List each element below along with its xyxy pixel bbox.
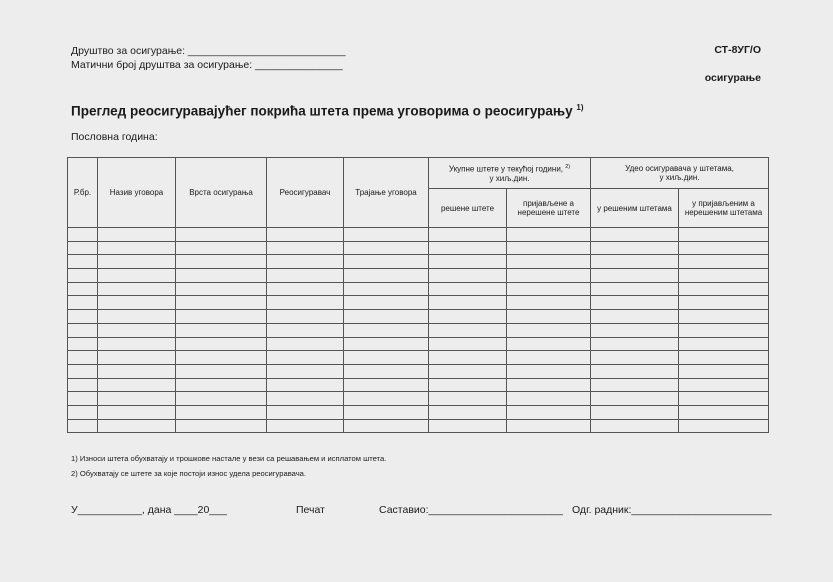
claims-table: [67, 157, 769, 433]
table-cell[interactable]: [429, 241, 507, 255]
table-cell[interactable]: [267, 228, 344, 242]
table-cell[interactable]: [507, 364, 591, 378]
table-cell[interactable]: [98, 364, 176, 378]
table-cell[interactable]: [176, 296, 267, 310]
table-cell[interactable]: [68, 310, 98, 324]
table-cell[interactable]: [344, 364, 429, 378]
table-cell[interactable]: [176, 378, 267, 392]
col-share-reported: у пријављеним а нерешеним штетама: [679, 189, 769, 228]
footnotes: [71, 451, 386, 481]
table-cell[interactable]: [679, 378, 769, 392]
table-cell[interactable]: [344, 378, 429, 392]
table-cell[interactable]: [176, 405, 267, 419]
table-cell[interactable]: [176, 419, 267, 433]
table-cell[interactable]: [344, 228, 429, 242]
group-insurer-share: Удео осигуравача у штетама, у хиљ.дин.: [591, 158, 769, 189]
table-cell[interactable]: [679, 419, 769, 433]
table-cell[interactable]: [429, 351, 507, 365]
table-cell[interactable]: [98, 269, 176, 283]
table-cell[interactable]: [507, 255, 591, 269]
table-cell[interactable]: [98, 323, 176, 337]
table-cell[interactable]: [98, 255, 176, 269]
col-contract-name: Назив уговора: [98, 158, 176, 228]
table-cell[interactable]: [591, 269, 679, 283]
table-row: [68, 282, 769, 296]
table-cell[interactable]: [267, 419, 344, 433]
table-cell[interactable]: [98, 241, 176, 255]
table-cell[interactable]: [68, 378, 98, 392]
table-cell[interactable]: [267, 296, 344, 310]
table-cell[interactable]: [344, 337, 429, 351]
table-cell[interactable]: [679, 228, 769, 242]
table-cell[interactable]: [591, 351, 679, 365]
table-row: [68, 405, 769, 419]
table-cell[interactable]: [429, 282, 507, 296]
table-cell[interactable]: [176, 351, 267, 365]
table-cell[interactable]: [679, 405, 769, 419]
table-cell[interactable]: [591, 282, 679, 296]
table-cell[interactable]: [507, 351, 591, 365]
table-row: [68, 228, 769, 242]
col-duration: Трајање уговора: [344, 158, 429, 228]
table-cell[interactable]: [679, 296, 769, 310]
table-row: [68, 392, 769, 406]
table-cell[interactable]: [679, 323, 769, 337]
group-total-claims: Укупне штете у текућој години, $^{2)}$ у хиљ.дин.: [429, 158, 591, 189]
table-cell[interactable]: [344, 392, 429, 406]
form-subtitle: осигурање: [704, 72, 761, 84]
table-cell[interactable]: [429, 228, 507, 242]
table-cell[interactable]: [344, 323, 429, 337]
table-cell[interactable]: [176, 269, 267, 283]
table-cell[interactable]: [68, 337, 98, 351]
table-cell[interactable]: [267, 241, 344, 255]
table-cell[interactable]: [507, 282, 591, 296]
col-share-settled: у решеним штетама: [591, 189, 679, 228]
page-title: [71, 103, 584, 119]
table-cell[interactable]: [267, 269, 344, 283]
table-row: [68, 310, 769, 324]
table-cell[interactable]: [176, 255, 267, 269]
table-cell[interactable]: [679, 282, 769, 296]
table-cell[interactable]: [507, 337, 591, 351]
table-cell[interactable]: [68, 282, 98, 296]
table-cell[interactable]: [591, 241, 679, 255]
table-cell[interactable]: [98, 378, 176, 392]
table-cell[interactable]: [68, 255, 98, 269]
table-cell[interactable]: [429, 419, 507, 433]
table-cell[interactable]: [68, 228, 98, 242]
table-cell[interactable]: [344, 241, 429, 255]
col-settled: решене штете: [429, 189, 507, 228]
table-row: [68, 378, 769, 392]
table-cell[interactable]: [591, 337, 679, 351]
table-row: [68, 255, 769, 269]
table-cell[interactable]: [591, 392, 679, 406]
table-cell[interactable]: [267, 323, 344, 337]
table-cell[interactable]: [429, 392, 507, 406]
table-cell[interactable]: [68, 364, 98, 378]
table-cell[interactable]: [429, 255, 507, 269]
table-cell[interactable]: [344, 405, 429, 419]
table-cell[interactable]: [507, 310, 591, 324]
table-cell[interactable]: [267, 310, 344, 324]
table-cell[interactable]: [267, 405, 344, 419]
title-text: Преглед реосигуравајућег покрића штета према уговорима о реосигурању: [71, 103, 573, 119]
table-cell[interactable]: [176, 364, 267, 378]
table-cell[interactable]: [98, 392, 176, 406]
table-cell[interactable]: [591, 310, 679, 324]
table-cell[interactable]: [679, 255, 769, 269]
col-reported-unsettled: пријављене а нерешене штете: [507, 189, 591, 228]
table-cell[interactable]: [507, 392, 591, 406]
table-cell[interactable]: [591, 405, 679, 419]
table-cell[interactable]: [68, 419, 98, 433]
table-cell[interactable]: [591, 255, 679, 269]
table-cell[interactable]: [429, 269, 507, 283]
table-cell[interactable]: [98, 310, 176, 324]
table-cell[interactable]: [679, 241, 769, 255]
table-cell[interactable]: [344, 296, 429, 310]
table-cell[interactable]: [429, 364, 507, 378]
table-cell[interactable]: [679, 351, 769, 365]
col-reinsurer: Реосигуравач: [267, 158, 344, 228]
table-cell[interactable]: [507, 269, 591, 283]
table-cell[interactable]: [429, 337, 507, 351]
table-cell[interactable]: [267, 337, 344, 351]
table-cell[interactable]: [344, 255, 429, 269]
table-cell[interactable]: [68, 323, 98, 337]
table-cell[interactable]: [429, 405, 507, 419]
col-insurance-type: Врста осигурања: [176, 158, 267, 228]
table-cell[interactable]: [176, 241, 267, 255]
table-cell[interactable]: [679, 310, 769, 324]
table-cell[interactable]: [429, 378, 507, 392]
composed-by-field[interactable]: Саставио:_______________________: [379, 504, 563, 516]
table-cell[interactable]: [507, 419, 591, 433]
table-cell[interactable]: [429, 310, 507, 324]
table-cell[interactable]: [267, 364, 344, 378]
table-cell[interactable]: [507, 241, 591, 255]
table-cell[interactable]: [68, 269, 98, 283]
footnote-1: 1) Износи штета обухватају и трошкове настале у вези са решавањем и исплатом штета.: [71, 454, 387, 463]
table-cell[interactable]: [98, 419, 176, 433]
table-cell[interactable]: [344, 419, 429, 433]
table-cell[interactable]: [507, 405, 591, 419]
table-cell[interactable]: [344, 282, 429, 296]
table-cell[interactable]: [267, 392, 344, 406]
footnote-2: 2) Обухватају се штете за које постоји износ удела реосигуравача.: [71, 469, 307, 478]
table-row: [68, 241, 769, 255]
table-cell[interactable]: [68, 296, 98, 310]
table-cell[interactable]: [679, 269, 769, 283]
table-cell[interactable]: [68, 351, 98, 365]
table-cell[interactable]: [98, 228, 176, 242]
table-cell[interactable]: [344, 351, 429, 365]
table-row: [68, 364, 769, 378]
table-body: [68, 228, 769, 433]
table-cell[interactable]: [267, 351, 344, 365]
header-left: [71, 44, 346, 72]
table-cell[interactable]: [591, 323, 679, 337]
table-cell[interactable]: [344, 269, 429, 283]
table-cell[interactable]: [176, 337, 267, 351]
table-cell[interactable]: [176, 323, 267, 337]
registration-line[interactable]: Матични број друштва за осигурање: _______________: [71, 59, 343, 71]
table-cell[interactable]: [591, 378, 679, 392]
business-year-label[interactable]: Пословна година:: [71, 131, 158, 143]
table-row: [68, 337, 769, 351]
stamp-label: Печат: [296, 504, 325, 516]
table-row: [68, 323, 769, 337]
table-cell[interactable]: [591, 419, 679, 433]
table-row: [68, 296, 769, 310]
table-cell[interactable]: [591, 364, 679, 378]
table-cell[interactable]: [176, 392, 267, 406]
table-cell[interactable]: [344, 310, 429, 324]
table-cell[interactable]: [679, 364, 769, 378]
table-cell[interactable]: [507, 323, 591, 337]
table-cell[interactable]: [176, 282, 267, 296]
table-cell[interactable]: [176, 310, 267, 324]
responsible-officer-field[interactable]: Одг. радник:________________________: [572, 504, 772, 516]
table-cell[interactable]: [98, 337, 176, 351]
table-cell[interactable]: [68, 392, 98, 406]
table-cell[interactable]: [679, 337, 769, 351]
table-cell[interactable]: [507, 228, 591, 242]
table-cell[interactable]: [98, 296, 176, 310]
place-date-field[interactable]: У___________, дана ____20___: [71, 504, 227, 516]
table-cell[interactable]: [591, 228, 679, 242]
table-row: [68, 269, 769, 283]
col-rb: Р.бр.: [68, 158, 98, 228]
table-cell[interactable]: [98, 282, 176, 296]
table-cell[interactable]: [68, 241, 98, 255]
table-cell[interactable]: [507, 296, 591, 310]
table-cell[interactable]: [429, 296, 507, 310]
form-code: СТ-8УГ/О: [714, 44, 761, 56]
table-cell[interactable]: [267, 378, 344, 392]
table-cell[interactable]: [679, 392, 769, 406]
table-cell[interactable]: [176, 228, 267, 242]
table-cell[interactable]: [429, 323, 507, 337]
table-cell[interactable]: [591, 296, 679, 310]
table-cell[interactable]: [267, 282, 344, 296]
title-footnote-mark: 1): [576, 103, 584, 112]
table-cell[interactable]: [68, 405, 98, 419]
company-line[interactable]: Друштво за осигурање: ___________________________: [71, 45, 346, 57]
table-cell[interactable]: [98, 405, 176, 419]
table-cell[interactable]: [267, 255, 344, 269]
table-cell[interactable]: [98, 351, 176, 365]
table-row: [68, 419, 769, 433]
table-cell[interactable]: [507, 378, 591, 392]
table-row: [68, 351, 769, 365]
